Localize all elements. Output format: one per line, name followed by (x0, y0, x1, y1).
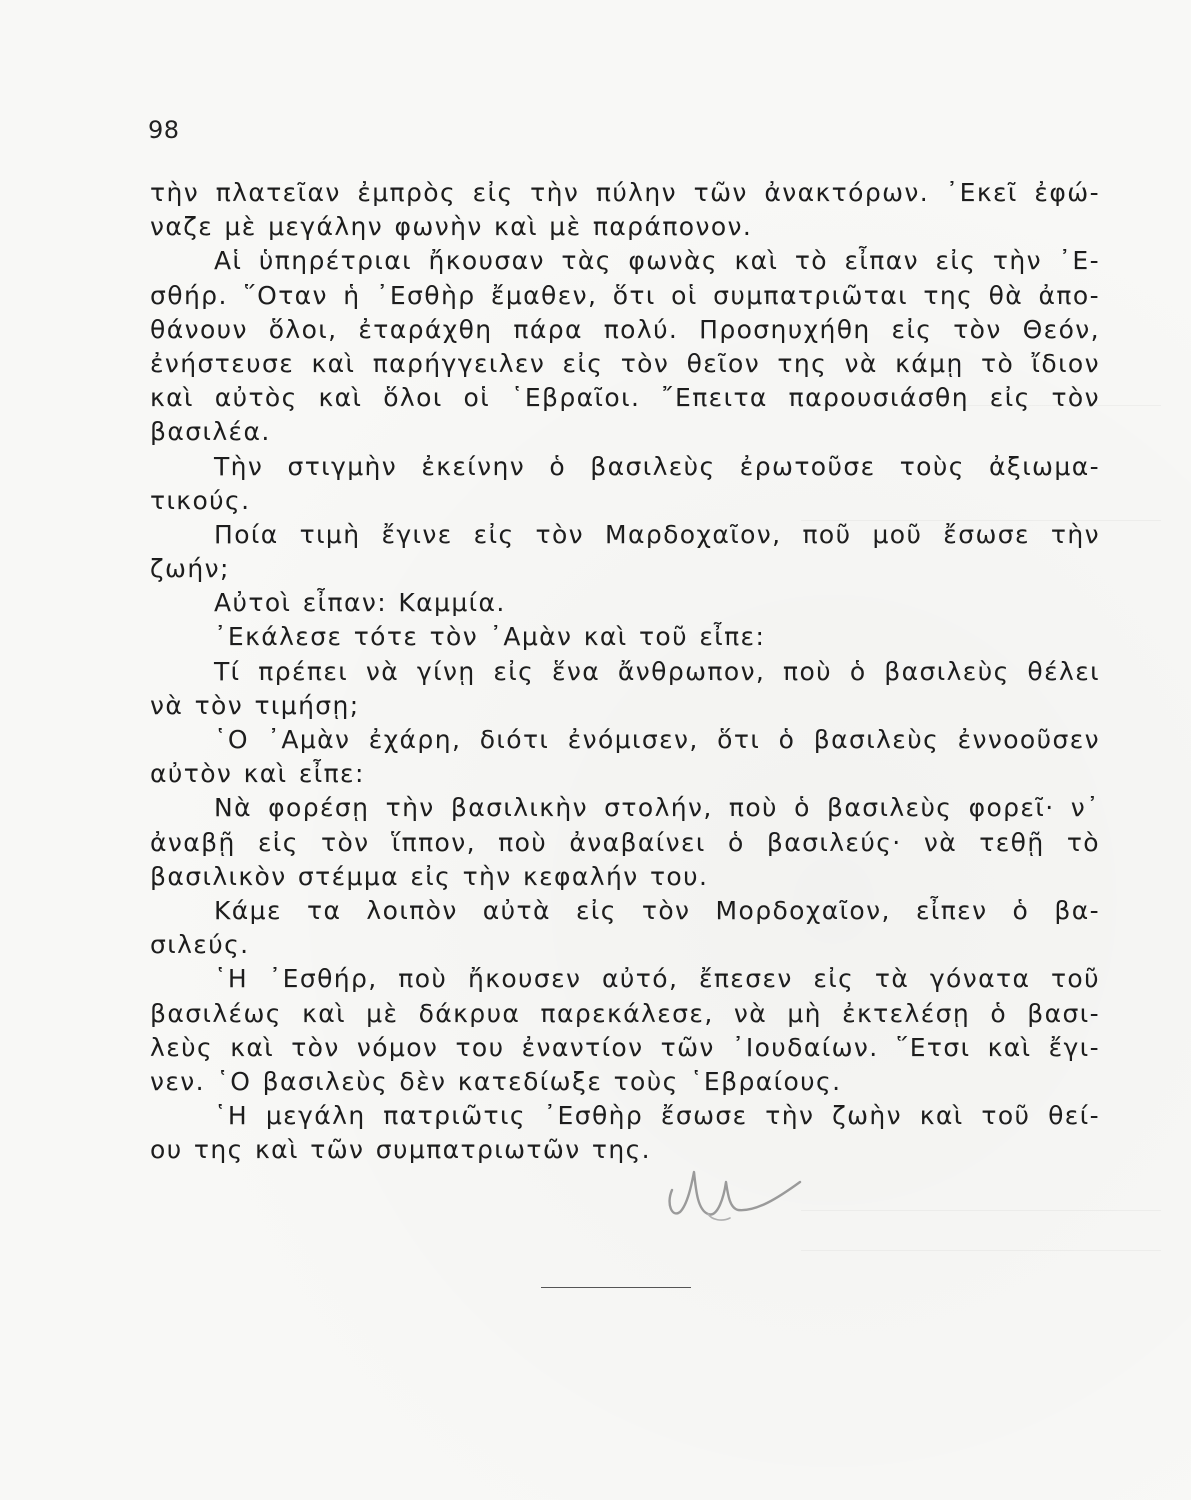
text-line: λεὺς καὶ τὸν νόμον του ἐναντίον τῶν ᾿Ιουδαίων. ῞Ετσι καὶ ἔγι- (150, 1032, 1100, 1062)
text-line: Αἱ ὑπηρέτριαι ἤκουσαν τὰς φωνὰς καὶ τὸ εἶπαν εἰς τὴν ᾿Ε- (214, 246, 1100, 276)
bleed-through-mark (801, 1250, 1161, 1261)
text-line: σθήρ. ῞Οταν ἡ ᾿Εσθὴρ ἔμαθεν, ὅτι οἱ συμπατριῶται της θὰ ἀπο- (150, 280, 1100, 310)
body-text (150, 176, 1100, 1167)
text-line: σιλεύς. (150, 930, 250, 960)
text-line: βασιλέως καὶ μὲ δάκρυα παρεκάλεσε, νὰ μὴ ἐκτελέσῃ ὁ βασι- (150, 998, 1100, 1028)
text-line: ἐνήστευσε καὶ παρήγγειλεν εἰς τὸν θεῖον της νὰ κάμῃ τὸ ἴδιον (150, 348, 1100, 378)
section-divider (541, 1287, 691, 1288)
text-line: Τί πρέπει νὰ γίνῃ εἰς ἕνα ἄνθρωπον, ποὺ ὁ βασιλεὺς θέλει (214, 656, 1100, 686)
text-line: τὴν πλατεῖαν ἐμπρὸς εἰς τὴν πύλην τῶν ἀνακτόρων. ᾿Εκεῖ ἐφώ- (150, 178, 1100, 207)
text-line: ναζε μὲ μεγάλην φωνὴν καὶ μὲ παράπονον. (150, 212, 753, 242)
text-line: ᾿Εκάλεσε τότε τὸν ᾿Αμὰν καὶ τοῦ εἶπε: (214, 622, 766, 652)
text-line: νεν. ῾Ο βασιλεὺς δὲν κατεδίωξε τοὺς ῾Εβραίους. (150, 1066, 842, 1096)
text-line: ἀναβῇ εἰς τὸν ἵππον, ποὺ ἀναβαίνει ὁ βασιλεύς· νὰ τεθῇ τὸ (150, 827, 1100, 857)
text-line: βασιλέα. (150, 417, 271, 447)
text-line: νὰ τὸν τιμήσῃ; (150, 690, 360, 720)
text-line: ῾Η ᾿Εσθήρ, ποὺ ἤκουσεν αὐτό, ἔπεσεν εἰς τὰ γόνατα τοῦ (214, 964, 1100, 994)
bleed-through-mark (801, 1210, 1161, 1221)
text-line: ῾Ο ᾿Αμὰν ἐχάρη, διότι ἐνόμισεν, ὅτι ὁ βασιλεὺς ἐννοοῦσεν (214, 725, 1100, 754)
text-line: ῾Η μεγάλη πατριῶτις ᾿Εσθὴρ ἔσωσε τὴν ζωὴν καὶ τοῦ θεί- (214, 1101, 1100, 1131)
text-line: ζωήν; (150, 554, 230, 584)
text-line: Νὰ φορέσῃ τὴν βασιλικὴν στολήν, ποὺ ὁ βασιλεὺς φορεῖ· ν᾿ (214, 793, 1100, 823)
text-line: καὶ αὐτὸς καὶ ὅλοι οἱ ῾Εβραῖοι. ῎Επειτα παρουσιάσθη εἰς τὸν (150, 383, 1100, 413)
text-line: Τὴν στιγμὴν ἐκείνην ὁ βασιλεὺς ἐρωτοῦσε τοὺς ἀξιωμα- (214, 451, 1100, 481)
handwritten-mark (664, 1152, 814, 1232)
text-line: Κάμε τα λοιπὸν αὐτὰ εἰς τὸν Μορδοχαῖον, εἶπεν ὁ βα- (214, 895, 1100, 925)
text-line: θάνουν ὅλοι, ἐταράχθη πάρα πολύ. Προσηυχήθη εἰς τὸν Θεόν, (150, 314, 1100, 344)
page-number: 98 (148, 116, 180, 144)
text-line: αὐτὸν καὶ εἶπε: (150, 759, 365, 789)
text-line: Ποία τιμὴ ἔγινε εἰς τὸν Μαρδοχαῖον, ποῦ μοῦ ἔσωσε τὴν (214, 519, 1100, 549)
text-line: βασιλικὸν στέμμα εἰς τὴν κεφαλήν του. (150, 861, 709, 891)
text-line: ου της καὶ τῶν συμπατριωτῶν της. (150, 1135, 652, 1165)
text-line: τικούς. (150, 485, 251, 515)
text-line: Αὐτοὶ εἶπαν: Καμμία. (214, 588, 506, 618)
